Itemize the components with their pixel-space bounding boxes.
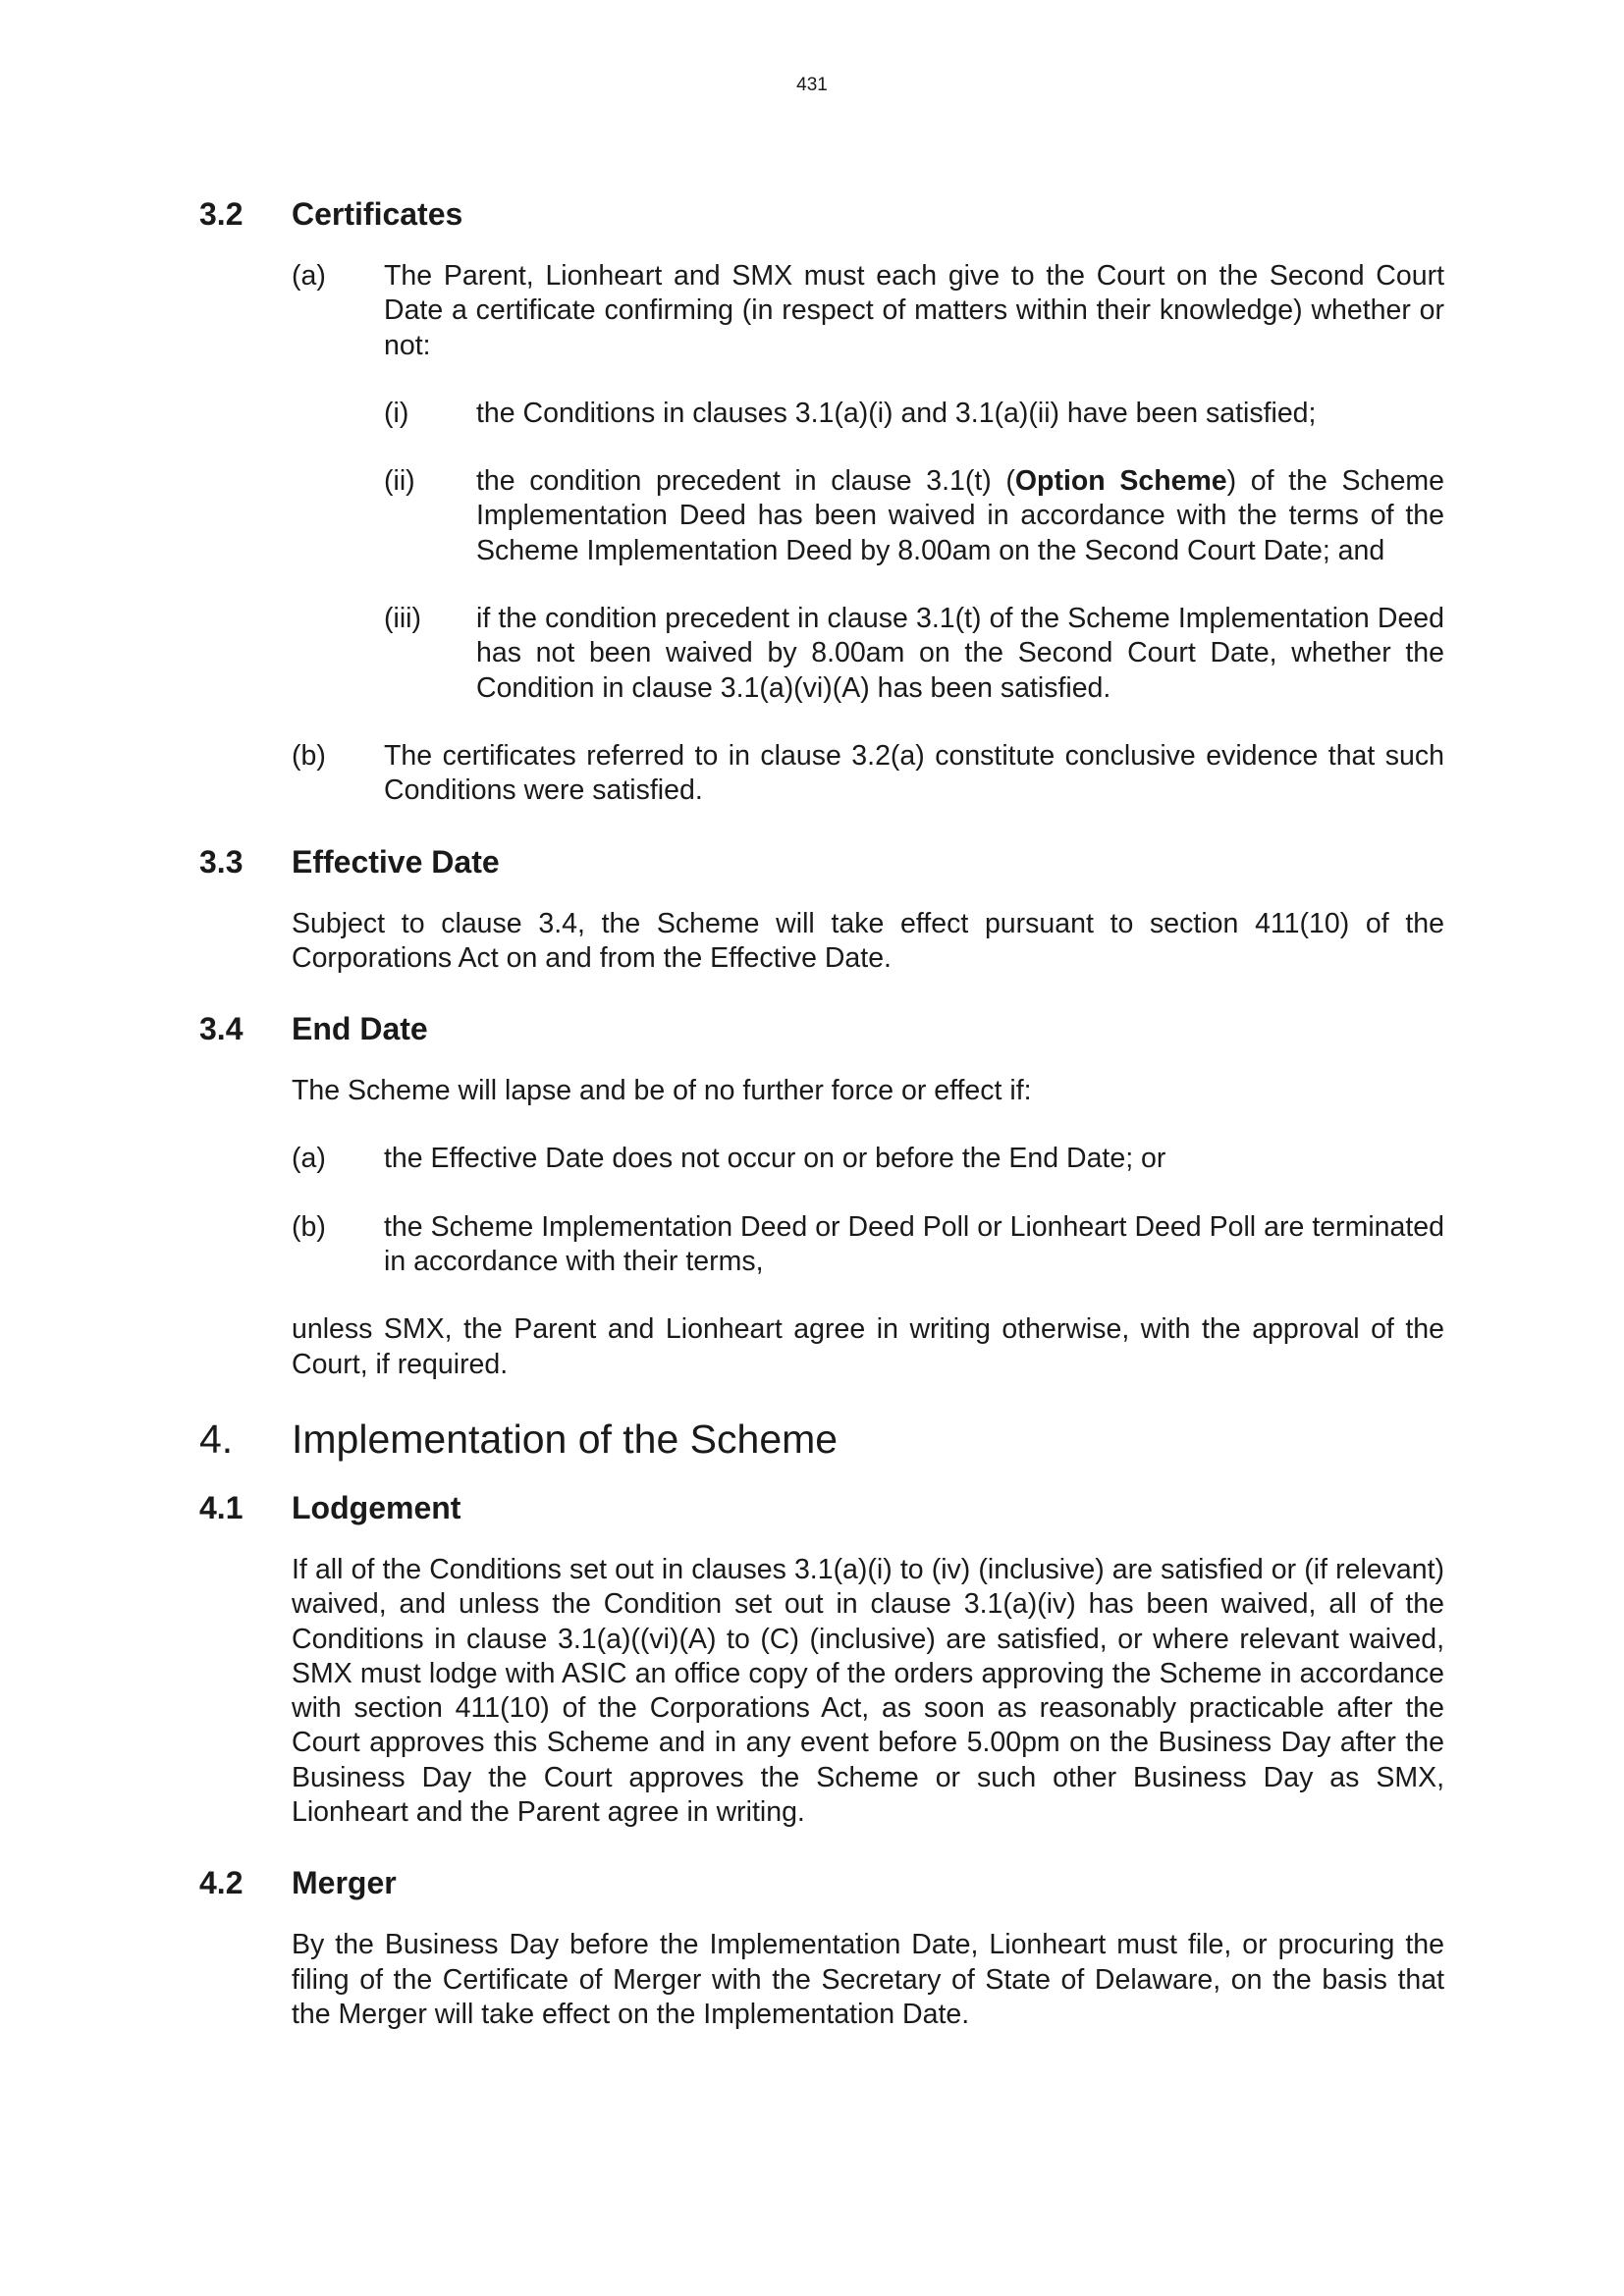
heading-number: 3.4 bbox=[199, 1011, 244, 1047]
heading-title: Implementation of the Scheme bbox=[292, 1415, 839, 1462]
clause-label: (b) bbox=[292, 1210, 326, 1243]
clause-label: (b) bbox=[292, 739, 326, 772]
heading-3-2 bbox=[199, 194, 1444, 234]
heading-title: End Date bbox=[292, 1011, 428, 1047]
paragraph-3-3: Subject to clause 3.4, the Scheme will take effect pursuant to section 411(10) of the Corporations Act on and from the Effective Date. bbox=[292, 907, 1444, 974]
heading-number: 4.1 bbox=[199, 1489, 244, 1525]
clause-3-4-b bbox=[292, 1210, 1444, 1280]
heading-title: Lodgement bbox=[292, 1489, 461, 1525]
heading-title: Certificates bbox=[292, 196, 463, 232]
clause-text-part: ) of the Scheme Implementation Deed has been waived in accordance with the terms of the Scheme Implementation Deed by 8.00am on the Second Court Date; and bbox=[476, 465, 1445, 566]
heading-3-3 bbox=[199, 842, 1444, 881]
clause-text: the Effective Date does not occur on or before the End Date; or bbox=[384, 1143, 1166, 1175]
clause-label: (a) bbox=[292, 1143, 326, 1175]
clause-3-2-a bbox=[292, 259, 1444, 363]
clause-label: (iii) bbox=[384, 603, 421, 635]
clause-text: the Conditions in clauses 3.1(a)(i) and 3.1(a)(ii) have been satisfied; bbox=[476, 397, 1317, 429]
clause-3-2-a-i bbox=[384, 397, 1444, 431]
page-number: 431 bbox=[796, 75, 828, 95]
heading-4-1 bbox=[199, 1488, 1444, 1527]
document-body bbox=[199, 194, 1444, 2032]
defined-term: Option Scheme bbox=[1014, 465, 1227, 498]
heading-title: Merger bbox=[292, 1865, 397, 1901]
clause-3-2-a-ii bbox=[384, 464, 1444, 568]
heading-number: 3.2 bbox=[199, 196, 244, 232]
clause-3-4-a bbox=[292, 1142, 1444, 1176]
clause-text: The certificates referred to in clause 3.2(a) constitute conclusive evidence that such Conditions were satisfied. bbox=[384, 739, 1444, 807]
clause-label: (a) bbox=[292, 260, 326, 292]
paragraph-4-2: By the Business Day before the Implementation Date, Lionheart must file, or procuring the filing of the Certificate of Merger with the Secretary of State of Delaware, on the basis that the Merger will take effect on the Implementation Date. bbox=[292, 1929, 1444, 2030]
heading-title: Effective Date bbox=[292, 843, 500, 880]
clause-text: the Scheme Implementation Deed or Deed Poll or Lionheart Deed Poll are terminated in accordance with their terms, bbox=[384, 1210, 1444, 1278]
paragraph-3-4-intro: The Scheme will lapse and be of no further force or effect if: bbox=[292, 1075, 1032, 1107]
heading-number: 4. bbox=[199, 1415, 234, 1462]
clause-text: if the condition precedent in clause 3.1(t) of the Scheme Implementation Deed has not been waived by 8.00am on the Second Court Date, whether the Condition in clause 3.1(a)(vi)(A) has been satisfied. bbox=[476, 603, 1444, 704]
heading-number: 3.3 bbox=[199, 843, 244, 880]
paragraph-4-1: If all of the Conditions set out in clauses 3.1(a)(i) to (iv) (inclusive) are satisfied or (if relevant) waived, and unless the Condition set out in clause 3.1(a)(iv) has been waived, all of the Conditions in clause 3.1(a)((vi)(A) to (C) (inclusive) are satisfied, or where relevant waived, SMX must lodge with ASIC an office copy of the orders approving the Scheme in accordance with section 411(10) of the Corporations Act, as soon as reasonably practicable after the Court approves this Scheme and in any event before 5.00pm on the Business Day after the Business Day the Court approves the Scheme or such other Business Day as SMX, Lionheart and the Parent agree in writing. bbox=[292, 1553, 1444, 1829]
clause-text: The Parent, Lionheart and SMX must each give to the Court on the Second Court Date a certificate confirming (in respect of matters within their knowledge) whether or not: bbox=[384, 260, 1444, 361]
heading-4-2 bbox=[199, 1863, 1444, 1902]
clause-3-2-a-iii bbox=[384, 602, 1444, 706]
heading-number: 4.2 bbox=[199, 1865, 244, 1901]
clause-text bbox=[476, 464, 1444, 568]
paragraph-3-4-outro: unless SMX, the Parent and Lionheart agree in writing otherwise, with the approval of the Court, if required. bbox=[292, 1313, 1444, 1380]
clause-label: (ii) bbox=[384, 465, 415, 498]
clause-label: (i) bbox=[384, 397, 409, 429]
clause-text-part: the condition precedent in clause 3.1(t) ( bbox=[476, 465, 1015, 498]
heading-3-4 bbox=[199, 1009, 1444, 1048]
clause-3-2-b bbox=[292, 739, 1444, 809]
heading-4 bbox=[199, 1415, 1444, 1463]
